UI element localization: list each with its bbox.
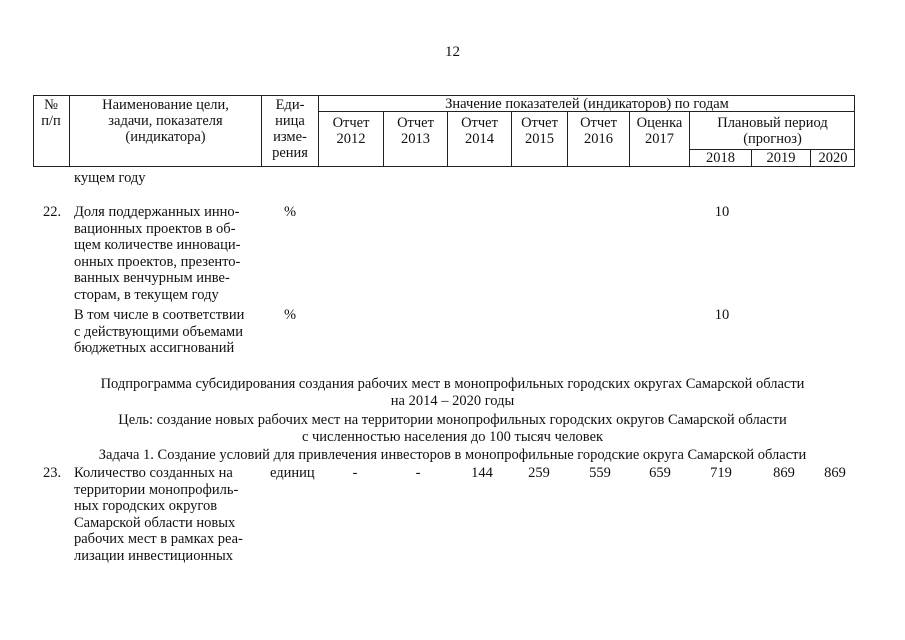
continuation-text: кущем году	[74, 170, 146, 186]
row23-value-2016: 559	[589, 465, 611, 481]
row23-unit: единиц	[270, 465, 315, 481]
row23-name: Количество созданных на территории монопрофиль- ных городских округов Самарской области новых рабочих мест в рамках реа- лизации инвестиционных	[74, 465, 243, 564]
row22-name: Доля поддержанных инно- вационных проектов в об- щем количестве инноваци- онных проектов, презенто- ванных венчурным инве- сторам, в текущем году	[74, 204, 241, 303]
row23-value-2017: 659	[649, 465, 671, 481]
subprogram-task: Задача 1. Создание условий для привлечения инвесторов в монопрофильные городские округа Самарской области	[98, 447, 807, 463]
year-header-2017: Оценка 2017	[636, 115, 683, 147]
plan-period-header: Плановый период (прогноз)	[717, 115, 828, 147]
values-group-header: Значение показателей (индикаторов) по годам	[445, 96, 729, 112]
year-header-2015: Отчет 2015	[521, 115, 558, 147]
page-number: 12	[445, 44, 460, 60]
subprogram-title: Подпрограмма субсидирования создания рабочих мест в монопрофильных городских округах Самарской области на 2014 – 2020 годы	[100, 376, 805, 409]
year-header-2016: Отчет 2016	[580, 115, 617, 147]
row23-number: 23.	[43, 465, 62, 481]
plan-year-2019: 2019	[766, 150, 796, 166]
year-header-2013: Отчет 2013	[397, 115, 434, 147]
subprogram-goal: Цель: создание новых рабочих мест на территории монопрофильных городских округов Самарской области с численностью населения до 100 тысяч человек	[118, 412, 787, 445]
table-header	[33, 95, 855, 167]
year-header-2012: Отчет 2012	[332, 115, 370, 147]
col-unit-header: Еди- ница изме- рения	[272, 97, 308, 161]
row23-value-2015: 259	[528, 465, 550, 481]
row22b-value-2018: 10	[714, 307, 730, 323]
row22-unit: %	[284, 204, 297, 220]
row23-value-2014: 144	[471, 465, 493, 481]
row23-value-2018: 719	[710, 465, 732, 481]
plan-year-2018: 2018	[706, 150, 735, 166]
row22-value-2018: 10	[714, 204, 730, 220]
header-bottom-border	[33, 166, 855, 167]
row23-value-2019: 869	[773, 465, 795, 481]
row23-value-2012: -	[352, 465, 358, 481]
row22b-name: В том числе в соответствии с действующими объемами бюджетных ассигнований	[74, 307, 245, 356]
row22-number: 22.	[43, 204, 62, 220]
col-num-header: № п/п	[41, 97, 61, 129]
plan-year-2020: 2020	[818, 150, 848, 166]
year-header-2014: Отчет 2014	[461, 115, 498, 147]
row23-value-2020: 869	[824, 465, 846, 481]
row23-value-2013: -	[415, 465, 421, 481]
col-name-header: Наименование цели, задачи, показателя (индикатора)	[102, 97, 229, 145]
row22b-unit: %	[284, 307, 297, 323]
